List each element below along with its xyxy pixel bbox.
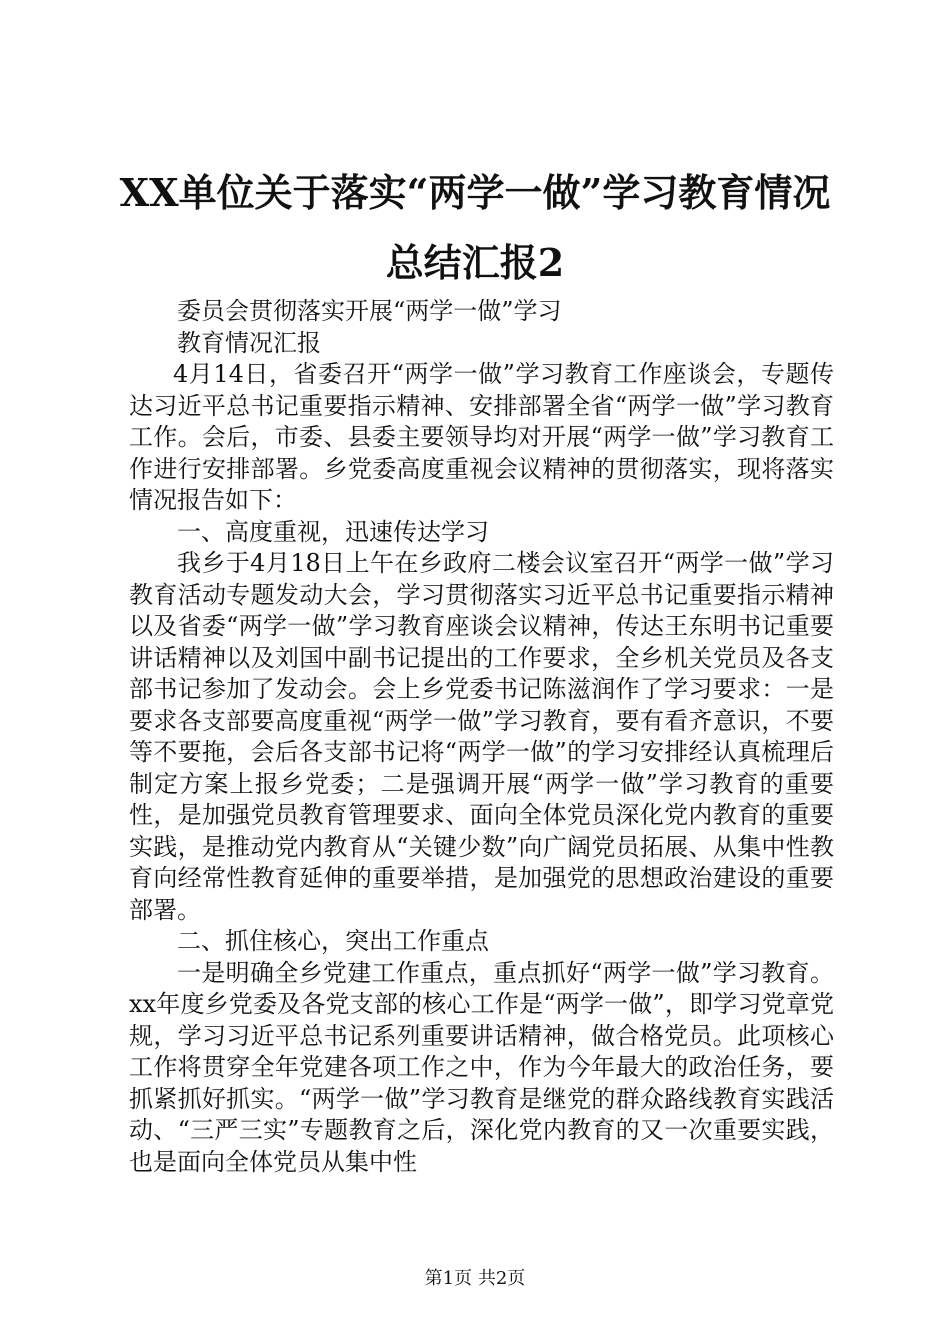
- title-line-2: 总结汇报2: [385, 240, 565, 285]
- page-footer: 第1页 共2页: [424, 1268, 526, 1289]
- paragraph-section-2: 一是明确全乡党建工作重点，重点抓好“两学一做”学习教育。xx年度乡党委及各党支部的核心工作是“两学一做”，即学习党章党规，学习习近平总书记系列重要讲话精神，做合格党员。此项核心工作将贯穿全年党建各项工作之中，作为今年最大的政治任务，要抓紧抓好抓实。“两学一做”学习教育是继党的群众路线教育实践活动、“三严三实”专题教育之后，深化党内教育的又一次重要实践，也是面向全体党员从集中性: [129, 958, 834, 1176]
- subtitle-line-2: 教育情况汇报: [177, 328, 321, 357]
- document-body: [129, 296, 834, 1178]
- section-heading-1: 一、高度重视，迅速传达学习: [177, 517, 489, 546]
- section-heading-2: 二、抓住核心，突出工作重点: [177, 927, 489, 955]
- document-title: [0, 158, 950, 298]
- paragraph-intro: 4月14日，省委召开“两学一做”学习教育工作座谈会，专题传达习近平总书记重要指示精神、安排部署全省“两学一做”学习教育工作。会后，市委、县委主要领导均对开展“两学一做”学习教育工作进行安排部署。乡党委高度重视会议精神的贯彻落实，现将落实情况报告如下：: [129, 360, 834, 514]
- subtitle-line-1: 委员会贯彻落实开展“两学一做”学习: [177, 297, 562, 325]
- title-line-1: XX单位关于落实“两学一做”学习教育情况: [119, 170, 831, 215]
- paragraph-section-1: 我乡于4月18日上午在乡政府二楼会议室召开“两学一做”学习教育活动专题发动大会，学习贯彻落实习近平总书记重要指示精神以及省委“两学一做”学习教育座谈会议精神，传达王东明书记重要讲话精神以及刘国中副书记提出的工作要求，全乡机关党员及各支部书记参加了发动会。会上乡党委书记陈滋润作了学习要求：一是要求各支部要高度重视“两学一做”学习教育，要有看齐意识，不要等不要拖，会后各支部书记将“两学一做”的学习安排经认真梳理后制定方案上报乡党委；二是强调开展“两学一做”学习教育的重要性，是加强党员教育管理要求、面向全体党员深化党内教育的重要实践，是推动党内教育从“关键少数”向广阔党员拓展、从集中性教育向经常性教育延伸的重要举措，是加强党的思想政治建设的重要部署。: [129, 549, 834, 924]
